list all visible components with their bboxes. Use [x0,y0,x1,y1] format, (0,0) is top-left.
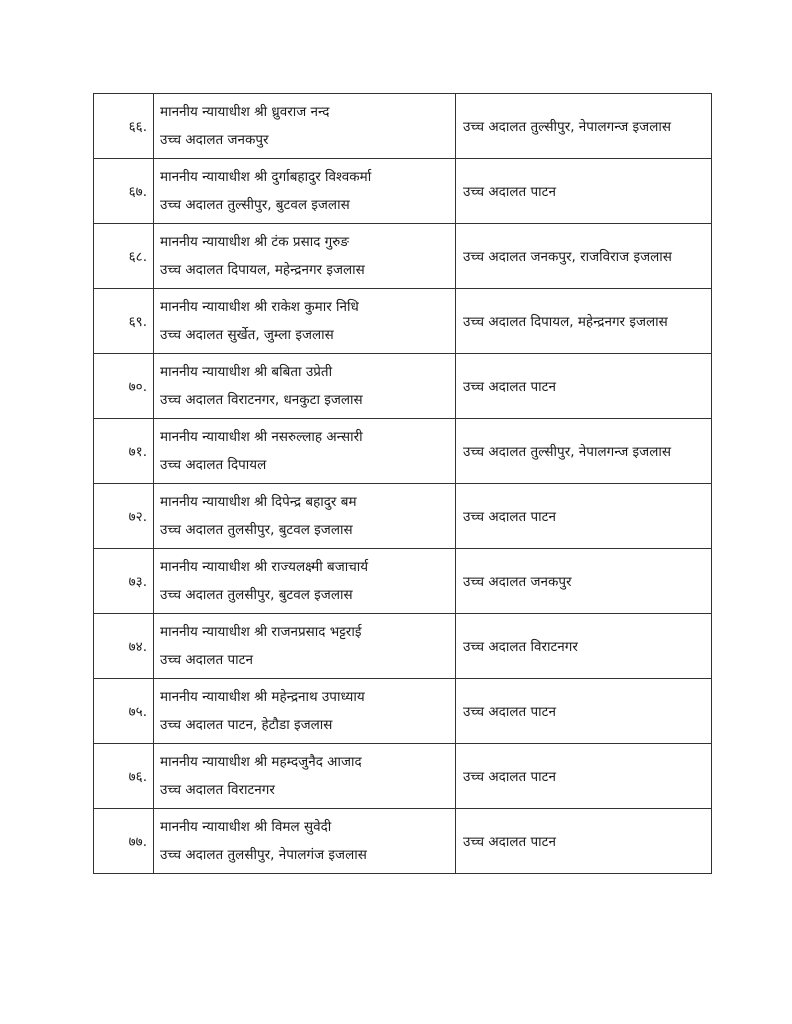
new-court: उच्च अदालत विराटनगर [456,614,712,679]
judge-cell [154,224,456,289]
current-court: उच्च अदालत विराटनगर [160,782,275,798]
judge-name: माननीय न्यायाधीश श्री ध्रुवराज नन्द [160,104,330,120]
judge-name: माननीय न्यायाधीश श्री टंक प्रसाद गुरुङ [160,234,349,250]
new-court: उच्च अदालत दिपायल, महेन्द्रनगर इजलास [456,289,712,354]
judge-cell [154,94,456,159]
judge-name: माननीय न्यायाधीश श्री राजनप्रसाद भट्टराई [160,624,362,640]
new-court: उच्च अदालत पाटन [456,354,712,419]
new-court: उच्च अदालत पाटन [456,679,712,744]
table-row [94,419,712,484]
serial-number: ७३. [94,549,154,614]
table-row [94,614,712,679]
judge-name: माननीय न्यायाधीश श्री महेन्द्रनाथ उपाध्याय [160,689,365,705]
serial-number: ७१. [94,419,154,484]
new-court: उच्च अदालत तुल्सीपुर, नेपालगन्ज इजलास [456,419,712,484]
serial-number: ६६. [94,94,154,159]
current-court: उच्च अदालत तुलसीपुर, नेपालगंज इजलास [160,847,367,863]
table-row [94,809,712,874]
judge-name: माननीय न्यायाधीश श्री नसरुल्लाह अन्सारी [160,429,363,445]
serial-number: ७४. [94,614,154,679]
table-row [94,484,712,549]
judge-cell [154,744,456,809]
serial-number: ७६. [94,744,154,809]
judge-name: माननीय न्यायाधीश श्री बबिता उप्रेती [160,364,333,380]
judge-cell [154,679,456,744]
new-court: उच्च अदालत तुल्सीपुर, नेपालगन्ज इजलास [456,94,712,159]
judge-name: माननीय न्यायाधीश श्री दुर्गाबहादुर विश्वकर्मा [160,169,372,185]
table-row [94,679,712,744]
judge-cell [154,159,456,224]
judge-cell [154,549,456,614]
serial-number: ६७. [94,159,154,224]
current-court: उच्च अदालत तुलसीपुर, बुटवल इजलास [160,587,353,603]
serial-number: ६९. [94,289,154,354]
table-row [94,94,712,159]
judge-cell [154,289,456,354]
judge-name: माननीय न्यायाधीश श्री राकेश कुमार निधि [160,299,359,315]
judge-name: माननीय न्यायाधीश श्री राज्यलक्ष्मी बजाचार्य [160,559,369,575]
current-court: उच्च अदालत पाटन, हेटौडा इजलास [160,717,333,733]
judge-cell [154,354,456,419]
table-row [94,289,712,354]
judge-cell [154,484,456,549]
table-row [94,224,712,289]
new-court: उच्च अदालत जनकपुर, राजविराज इजलास [456,224,712,289]
current-court: उच्च अदालत तुल्सीपुर, बुटवल इजलास [160,197,350,213]
table-row [94,549,712,614]
new-court: उच्च अदालत पाटन [456,159,712,224]
judge-name: माननीय न्यायाधीश श्री दिपेन्द्र बहादुर बम [160,494,357,510]
serial-number: ७५. [94,679,154,744]
new-court: उच्च अदालत पाटन [456,809,712,874]
serial-number: ६८. [94,224,154,289]
table-row [94,744,712,809]
serial-number: ७०. [94,354,154,419]
current-court: उच्च अदालत दिपायल [160,457,267,473]
judge-cell [154,614,456,679]
current-court: उच्च अदालत विराटनगर, धनकुटा इजलास [160,392,363,408]
judge-name: माननीय न्यायाधीश श्री महम्दजुनैद आजाद [160,754,362,770]
current-court: उच्च अदालत दिपायल, महेन्द्रनगर इजलास [160,262,365,278]
serial-number: ७२. [94,484,154,549]
current-court: उच्च अदालत पाटन [160,652,253,668]
serial-number: ७७. [94,809,154,874]
judge-cell [154,419,456,484]
judge-transfer-table [93,93,712,874]
new-court: उच्च अदालत जनकपुर [456,549,712,614]
judge-name: माननीय न्यायाधीश श्री विमल सुवेदी [160,819,332,835]
current-court: उच्च अदालत सुर्खेत, जुम्ला इजलास [160,327,334,343]
judge-cell [154,809,456,874]
table-row [94,354,712,419]
table-row [94,159,712,224]
current-court: उच्च अदालत जनकपुर [160,132,269,148]
current-court: उच्च अदालत तुलसीपुर, बुटवल इजलास [160,522,353,538]
new-court: उच्च अदालत पाटन [456,484,712,549]
new-court: उच्च अदालत पाटन [456,744,712,809]
